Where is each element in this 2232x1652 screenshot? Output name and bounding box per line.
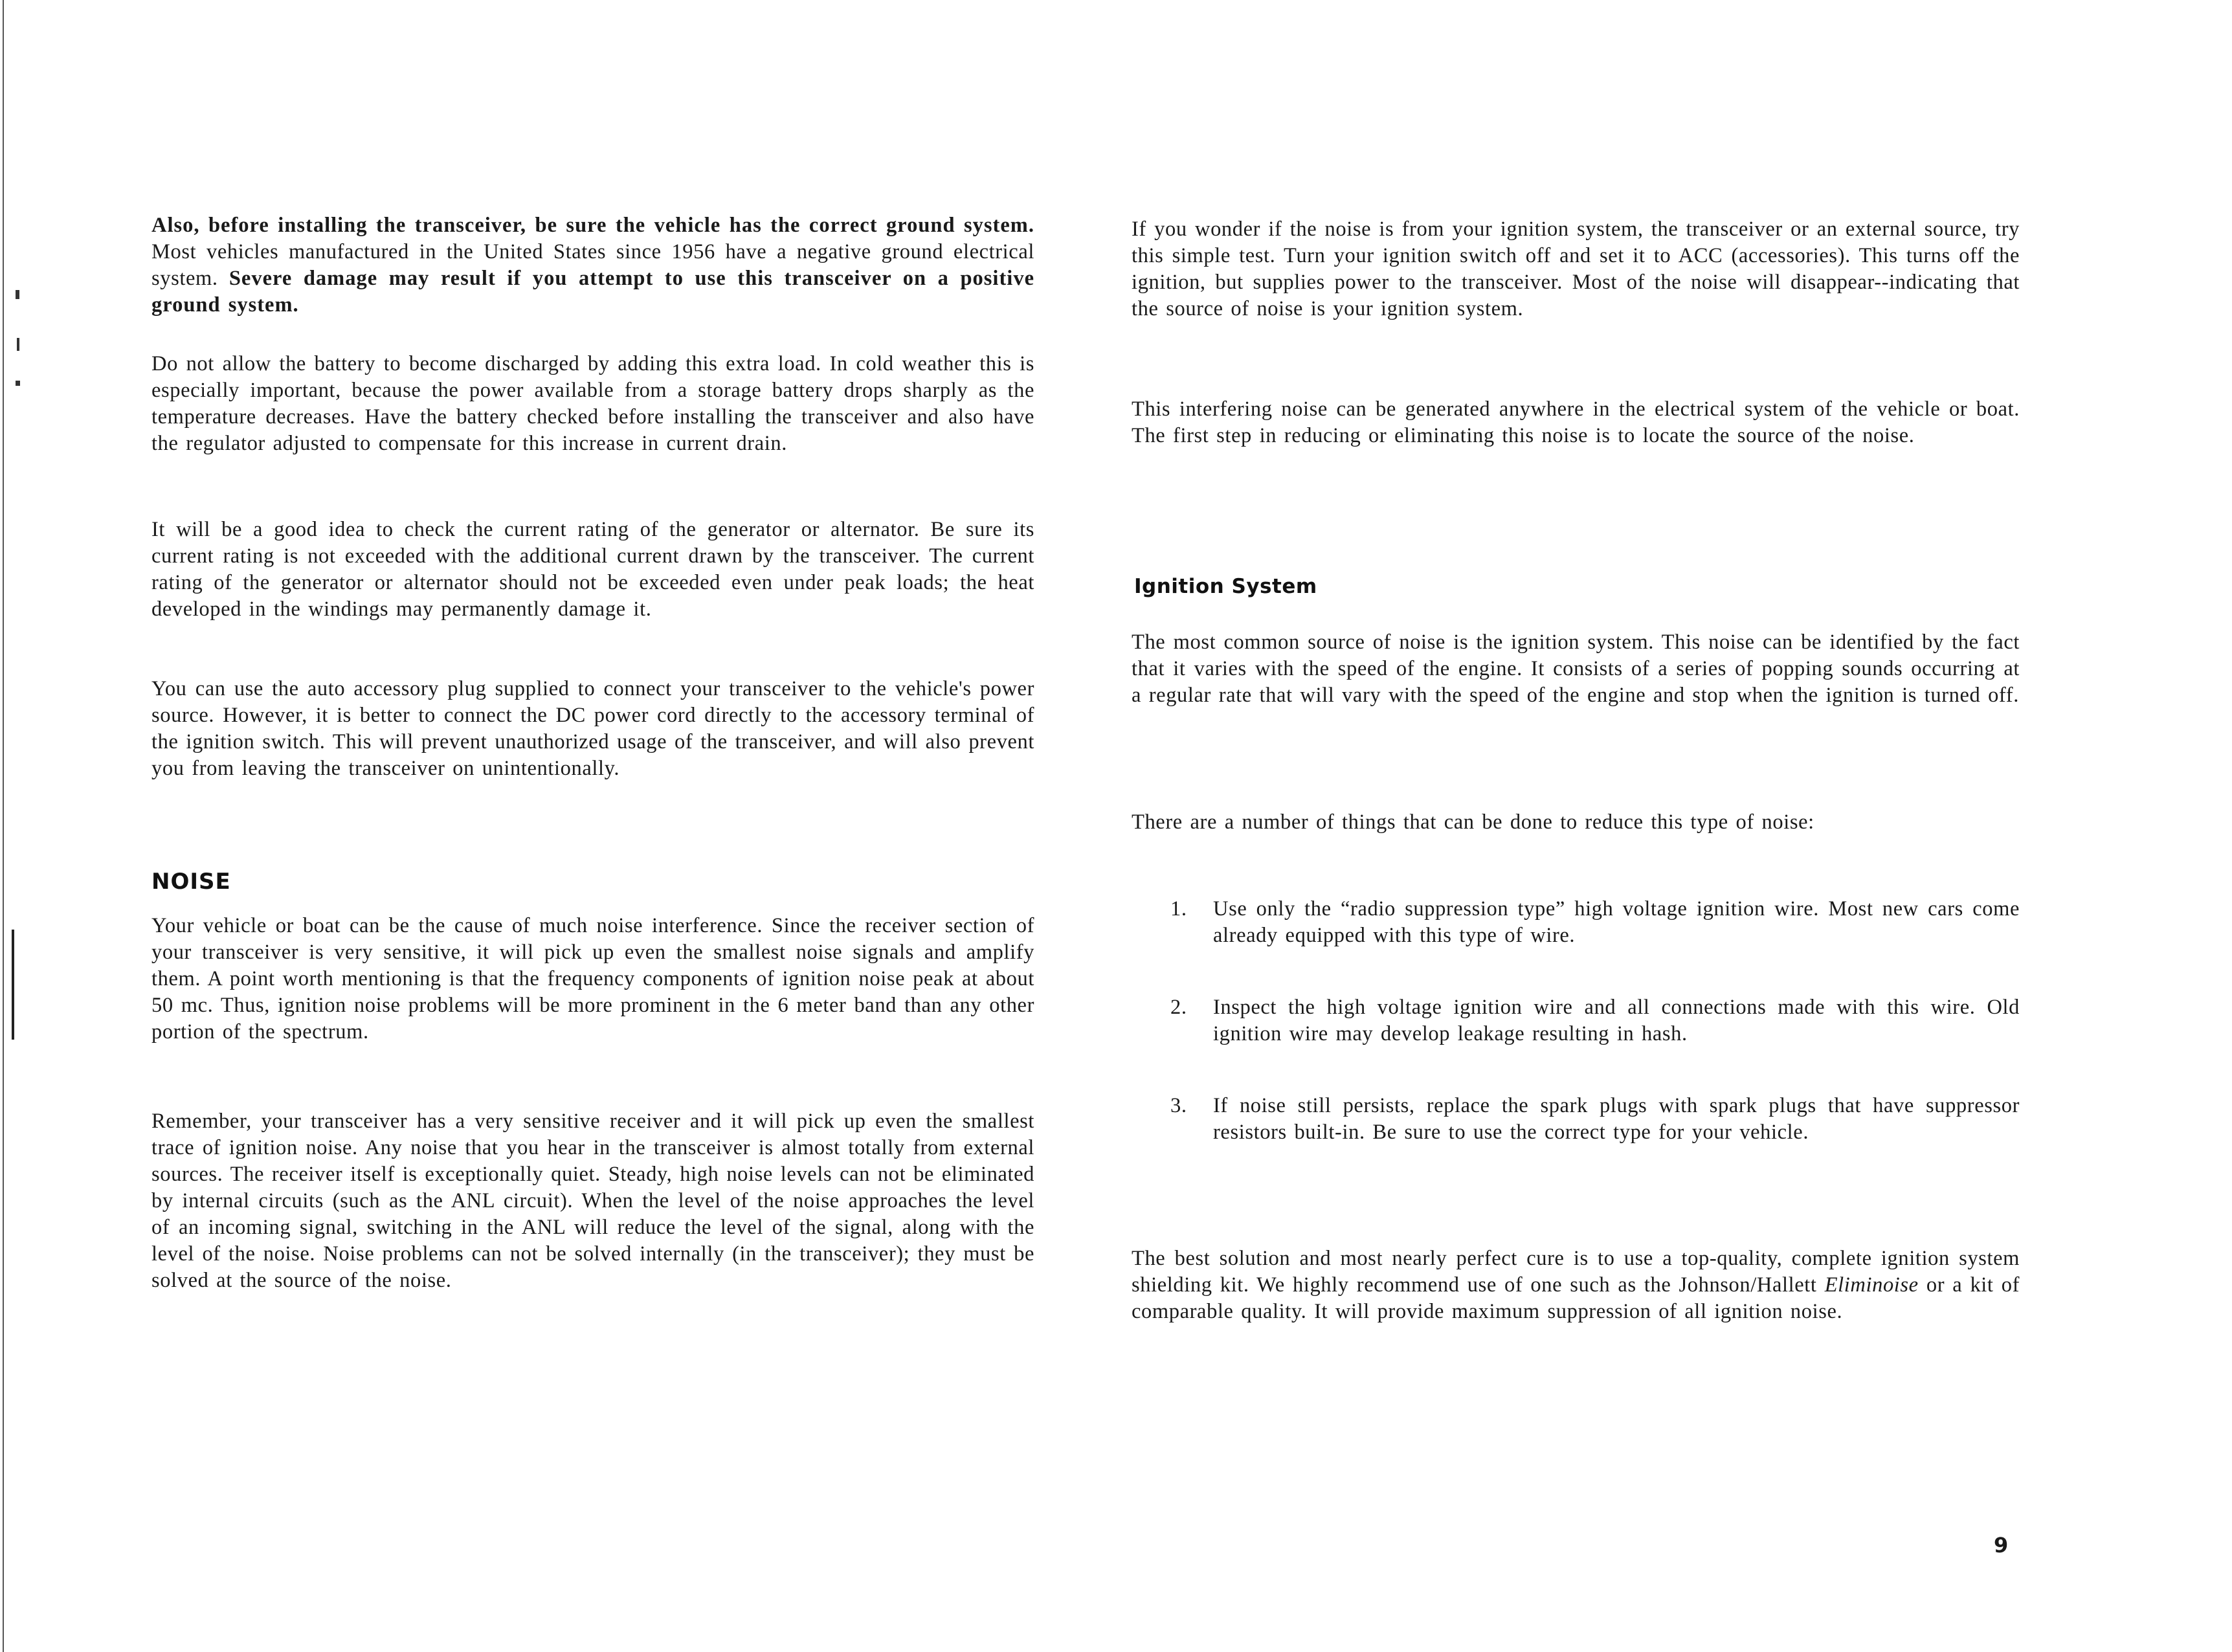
section-heading-ignition-system: Ignition System — [1134, 575, 1317, 598]
paragraph-shielding-kit — [1132, 1245, 2020, 1325]
list-item-number: 2. — [1170, 996, 1187, 1019]
product-name-eliminoise: Eliminoise — [1824, 1273, 1919, 1297]
section-heading-noise: NOISE — [151, 869, 231, 895]
scan-edge-line — [3, 0, 4, 1652]
list-item-text: Inspect the high voltage ignition wire and all connections made with this wire. Old ignition wire may develop leakage resulting in hash. — [1213, 996, 2020, 1045]
bold-lead-ground-system: Also, before installing the transceiver, be sure the vehicle has the correct ground system. — [151, 214, 1034, 237]
list-item-number: 3. — [1170, 1094, 1187, 1117]
paragraph-reduce-noise-intro: There are a number of things that can be done to reduce this type of noise: — [1132, 810, 1814, 834]
list-item-text: If noise still persists, replace the spark plugs with spark plugs that have suppressor resistors built-in. Be sure to use the correct type for your vehicle. — [1213, 1094, 2020, 1144]
list-item — [1170, 994, 2020, 1047]
scan-mark — [16, 381, 20, 386]
paragraph-ground-system — [151, 212, 1034, 318]
bold-warning-positive-ground: Severe damage may result if you attempt to use this transceiver on a positive ground system. — [151, 267, 1034, 317]
paragraph-noise-interference: Your vehicle or boat can be the cause of much noise interference. Since the receiver section of your transceiver is very sensitive, it will pick up even the smallest noise signals and amplify them. A point worth mentioning is that the frequency components of ignition noise peak at about 50 mc. Thus, ignition noise problems will be more prominent in the 6 meter band than any other portion of the spectrum. — [151, 914, 1034, 1044]
paragraph-accessory-plug: You can use the auto accessory plug supplied to connect your transceiver to the vehicle's power source. However, it is better to connect the DC power cord directly to the accessory terminal of the ignition switch. This will prevent unauthorized usage of the transceiver, and will also prevent you from leaving the transceiver on unintentionally. — [151, 677, 1034, 780]
list-item-number: 1. — [1170, 897, 1187, 921]
text-ground-system: Most vehicles manufactured in the United States since 1956 have a negative ground electrical system. — [151, 240, 1034, 290]
list-item-text: Use only the “radio suppression type” high voltage ignition wire. Most new cars come already equipped with this type of wire. — [1213, 897, 2020, 947]
paragraph-simple-test: If you wonder if the noise is from your ignition system, the transceiver or an external source, try this simple test. Turn your ignition switch off and set it to ACC (accessories). This turns off the ignition, but supplies power to the transceiver. Most of the noise will disappear--indicating that the source of noise is your ignition system. — [1132, 218, 2020, 320]
scan-mark — [16, 290, 19, 299]
shielding-kit-text-a: The best solution and most nearly perfect cure is to use a top-quality, complete ignition system shielding kit. We highly recommend use of one such as the Johnson/Hallett — [1132, 1247, 2020, 1297]
scan-mark — [17, 338, 19, 351]
list-item — [1170, 1093, 2020, 1146]
paragraph-sensitive-receiver: Remember, your transceiver has a very sensitive receiver and it will pick up even the smallest trace of ignition noise. Any noise that you hear in the transceiver is almost totally from external sources. The receiver itself is exceptionally quiet. Steady, high noise levels can not be eliminated by internal circuits (such as the ANL circuit). When the level of the noise approaches the level of an incoming signal, switching in the ANL will reduce the level of the signal, along with the level of the noise. Noise problems can not be solved internally (in the transceiver); they must be solved at the source of the noise. — [151, 1110, 1034, 1292]
shielding-kit-text-b: or a kit of comparable quality. It will provide maximum suppression of all ignition noise. — [1132, 1273, 2020, 1323]
scan-edge-artifacts — [0, 0, 22, 1652]
paragraph-ignition-common-source: The most common source of noise is the ignition system. This noise can be identified by the fact that it varies with the speed of the engine. It consists of a series of popping sounds occurring at a regular rate that will vary with the speed of the engine and stop when the ignition is turned off. — [1132, 631, 2020, 707]
paragraph-generator-rating: It will be a good idea to check the current rating of the generator or alternator. Be sure its current rating is not exceeded with the additional current drawn by the transceiver. The current rating of the generator or alternator should not be exceeded even under peak loads; the heat developed in the windings may permanently damage it. — [151, 518, 1034, 621]
list-item — [1170, 896, 2020, 949]
paragraph-battery: Do not allow the battery to become discharged by adding this extra load. In cold weather this is especially important, because the power available from a storage battery drops sharply as the temperature decreases. Have the battery checked before installing the transceiver and also have the regulator adjusted to compensate for this increase in current drain. — [151, 352, 1034, 455]
page-number: 9 — [1994, 1533, 2009, 1557]
paragraph-interfering-noise: This interfering noise can be generated anywhere in the electrical system of the vehicle or boat. The first step in reducing or eliminating this noise is to locate the source of the noise. — [1132, 397, 2020, 447]
scan-mark — [12, 930, 14, 1040]
